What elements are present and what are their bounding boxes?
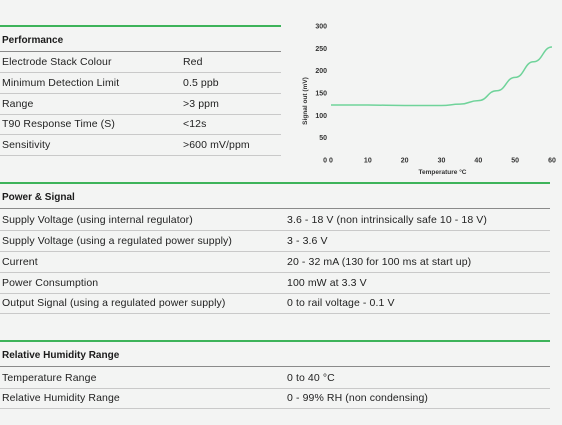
power-row-divider (0, 251, 550, 252)
perf-value-4: >600 mV/ppm (183, 139, 250, 151)
power-value-0: 3.6 - 18 V (non intrinsically safe 10 - 18 V) (287, 214, 488, 226)
perf-row-divider (0, 155, 281, 156)
perf-row-divider (0, 114, 281, 115)
power-value-3: 100 mW at 3.3 V (287, 277, 367, 289)
y-tick-label: 200 (315, 68, 327, 76)
power-top-rule (0, 182, 550, 184)
x-tick-label: 20 (400, 157, 409, 165)
x-tick-label: 60 (548, 157, 556, 165)
x-tick-label: 0 (329, 157, 333, 165)
power-label-0: Supply Voltage (using internal regulator) (2, 214, 193, 226)
power-label-1: Supply Voltage (using a regulated power supply) (2, 235, 233, 247)
humidity-header-rule (0, 366, 550, 367)
performance-title: Performance (2, 35, 64, 46)
power-label-2: Current (2, 256, 38, 268)
humidity-label-1: Relative Humidity Range (2, 392, 120, 404)
x-tick-label: 40 (474, 157, 483, 165)
y-tick-label: 300 (315, 23, 327, 31)
x-tick-label: 30 (437, 157, 446, 165)
y-tick-label: 0 (323, 157, 327, 165)
y-tick-label: 250 (315, 45, 327, 53)
power-row-divider (0, 272, 550, 273)
humidity-row-divider (0, 388, 550, 389)
y-tick-label: 100 (315, 112, 327, 120)
power-value-2: 20 - 32 mA (130 for 100 ms at start up) (287, 256, 472, 268)
x-tick-label: 10 (363, 157, 372, 165)
performance-header-rule (0, 51, 281, 52)
perf-value-2: >3 ppm (183, 98, 219, 110)
power-row-divider (0, 313, 550, 314)
humidity-value-0: 0 to 40 °C (287, 372, 335, 384)
perf-label-0: Electrode Stack Colour (2, 56, 112, 68)
perf-row-divider (0, 72, 281, 73)
power-label-3: Power Consumption (2, 277, 99, 289)
perf-row-divider (0, 134, 281, 135)
y-tick-label: 150 (315, 90, 327, 98)
perf-value-1: 0.5 ppb (183, 77, 219, 89)
humidity-row-divider (0, 408, 550, 409)
signal-series-line (331, 47, 552, 106)
humidity-value-1: 0 - 99% RH (non condensing) (287, 392, 429, 404)
x-axis-label: Temperature °C (418, 169, 467, 176)
x-tick-label: 50 (511, 157, 520, 165)
power-value-4: 0 to rail voltage - 0.1 V (287, 297, 395, 309)
power-title: Power & Signal (2, 192, 75, 203)
humidity-top-rule (0, 340, 550, 342)
power-value-1: 3 - 3.6 V (287, 235, 328, 247)
perf-value-0: Red (183, 56, 203, 68)
performance-top-rule (0, 25, 281, 27)
signal-temperature-chart (295, 14, 560, 184)
perf-row-divider (0, 93, 281, 94)
power-header-rule (0, 208, 550, 209)
power-label-4: Output Signal (using a regulated power supply) (2, 297, 226, 309)
perf-label-2: Range (2, 98, 34, 110)
humidity-label-0: Temperature Range (2, 372, 97, 384)
perf-label-4: Sensitivity (2, 139, 51, 151)
perf-label-1: Minimum Detection Limit (2, 77, 120, 89)
power-row-divider (0, 230, 550, 231)
perf-label-3: T90 Response Time (S) (2, 118, 115, 130)
perf-value-3: <12s (183, 118, 207, 130)
power-row-divider (0, 293, 550, 294)
humidity-title: Relative Humidity Range (2, 350, 120, 361)
y-axis-label: Signal out (mV) (302, 77, 309, 125)
y-tick-label: 50 (319, 135, 327, 143)
